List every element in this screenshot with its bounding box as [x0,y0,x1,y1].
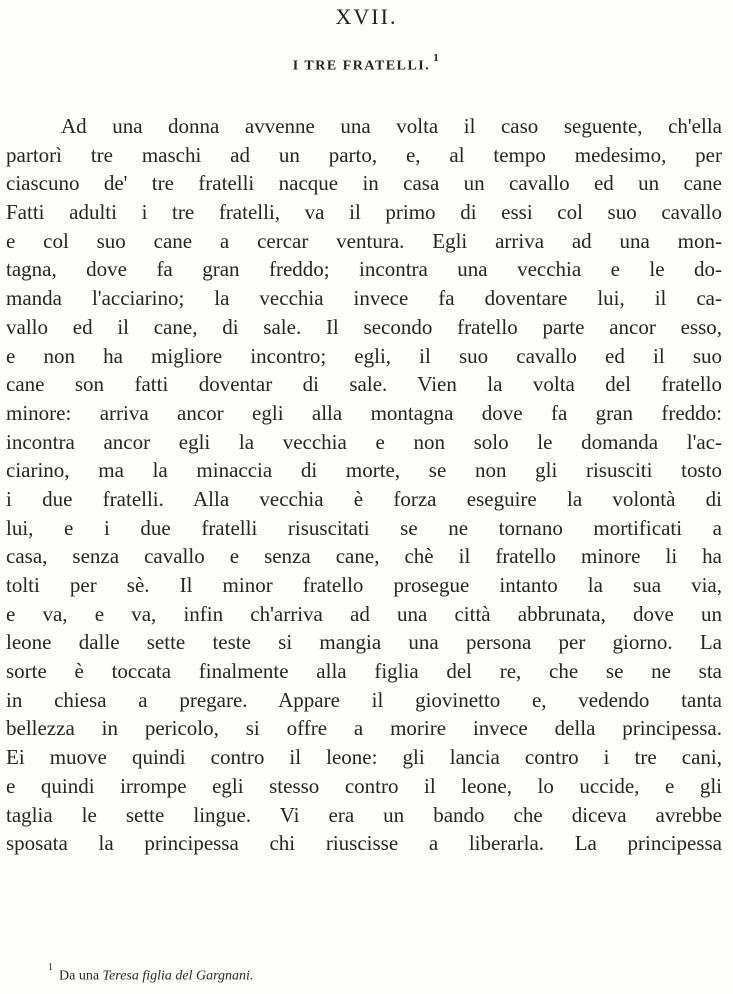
footnote-name: Teresa [102,968,139,984]
body-text [6,112,722,858]
story-title-text: I TRE FRATELLI. [292,58,431,74]
text-line: tagna, dove fa gran freddo; incontra una vecchia e le do- [6,257,722,282]
text-line: casa, senza cavallo e senza cane, chè il fratello minore li ha [6,544,722,569]
text-line: Fatti adulti i tre fratelli, va il primo di essi col suo cavallo [6,200,722,225]
footnote-suffix: figlia del Gargnani. [142,968,254,984]
text-line: vallo ed il cane, di sale. Il secondo fratello parte ancor esso, [6,314,722,339]
text-line: sorte è toccata finalmente alla figlia del re, che se ne sta [6,659,722,684]
text-line: e non ha migliore incontro; egli, il suo cavallo ed il suo [6,343,722,368]
text-line: sposata la principessa chi riuscisse a liberarla. La principessa [6,831,722,856]
text-line: cane son fatti doventar di sale. Vien la volta del fratello [6,372,722,397]
text-line: Ei muove quindi contro il leone: gli lancia contro i tre cani, [6,745,722,770]
text-line: leone dalle sette teste si mangia una persona per giorno. La [6,630,722,655]
text-line: Ad una donna avvenne una volta il caso seguente, ch'ella [61,114,722,138]
text-line: minore: arriva ancor egli alla montagna dove fa gran freddo: [6,400,722,425]
text-line: manda l'acciarino; la vecchia invece fa doventare lui, il ca- [6,286,722,311]
footnote-prefix: Da una [59,968,100,984]
text-line: partorì tre maschi ad un parto, e, al tempo medesimo, per [6,142,722,167]
text-line: e va, e va, infin ch'arriva ad una città abbrunata, dove un [6,601,722,626]
text-line: e col suo cane a cercar ventura. Egli arriva ad una mon- [6,228,722,253]
footnote-mark: 1 [48,962,53,973]
text-line: incontra ancor egli la vecchia e non solo le domanda l'ac- [6,429,722,454]
footnote-reference: 1 [433,52,441,64]
text-line: bellezza in pericolo, si offre a morire invece della principessa. [6,716,722,741]
text-line: e quindi irrompe egli stesso contro il leone, lo uccide, e gli [6,773,722,798]
text-line: in chiesa a pregare. Appare il giovinetto e, vedendo tanta [6,687,722,712]
text-line: ciarino, ma la minaccia di morte, se non gli risusciti tosto [6,458,722,483]
story-title [0,52,733,75]
chapter-number: XVII. [335,4,398,29]
text-line: ciascuno de' tre fratelli nacque in casa un cavallo ed un cane [6,171,722,196]
text-line: lui, e i due fratelli risuscitati se ne tornano mortificati a [6,515,722,540]
text-line: taglia le sette lingue. Vi era un bando che diceva avrebbe [6,802,722,827]
text-line: i due fratelli. Alla vecchia è forza eseguire la volontà di [6,486,722,511]
text-line: tolti per sè. Il minor fratello prosegue intanto la sua via, [6,573,722,597]
footnote [48,962,254,985]
